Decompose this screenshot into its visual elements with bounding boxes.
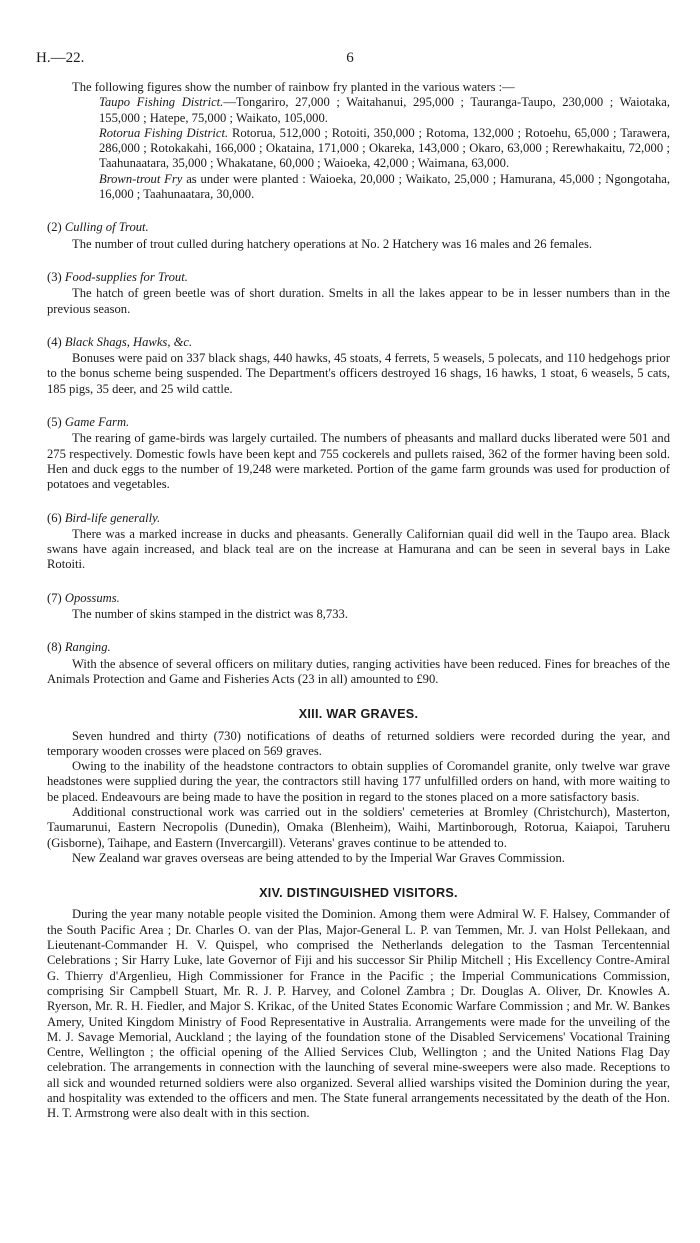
section-opossums: [47, 591, 670, 623]
section-heading: [47, 335, 670, 350]
district-taupo: [99, 95, 670, 126]
section-culling: [47, 220, 670, 252]
war-graves-paragraph: New Zealand war graves overseas are being attended to by the Imperial War Graves Commission.: [72, 850, 565, 865]
section-heading: [47, 270, 670, 285]
section-heading: [47, 511, 670, 526]
intro-paragraph: The following figures show the number of rainbow fry planted in the various waters :—: [72, 80, 515, 94]
section-ranging: [47, 640, 670, 687]
war-graves-paragraph: Seven hundred and thirty (730) notifications of deaths of returned soldiers were recorded during the year, and temporary wooden crosses were placed on 569 graves.: [47, 728, 670, 758]
war-graves-heading: XIII. WAR GRAVES.: [298, 707, 419, 722]
section-text: With the absence of several officers on military duties, ranging activities have been reduced. Fines for breaches of the Animals Protection and Game and Fisheries Acts (23 in all) amounted to £90.: [47, 656, 670, 686]
section-heading: [47, 591, 670, 606]
section-food-supplies: [47, 270, 670, 317]
section-title: Food-supplies for Trout.: [64, 269, 188, 284]
district-rotorua: [99, 126, 670, 172]
section-text: Bonuses were paid on 337 black shags, 440 hawks, 45 stoats, 4 ferrets, 5 weasels, 5 polecats, and 110 hedgehogs prior to the bonus scheme being suspended. The Department's officers destroyed 16 shags, 16 hawks, 1 stoat, 6 weasels, 5 cats, 185 pigs, 35 deer, and 25 wild cattle.: [47, 351, 670, 396]
visitors-paragraph: During the year many notable people visited the Dominion. Among them were Admiral W. F. Halsey, Commander of the South Pacific Area ; Dr. Charles O. van der Plas, Major-General L. P. van Temmen, Mr. J. van Holst Pellekaan, and Lieutenant-Commander H. V. Quispel, who comprised the Netherlands delegation to the Tasman Tercentennial Celebrations ; Sir Harry Luke, late Governor of Fiji and his successor Sir Philip Mitchell ; His Excellency Contre-Amiral G. Thierry d'Argenlieu, High Commissioner for France in the Pacific ; the Imperial Communications Commission, comprising Sir Campbell Stuart, Mr. R. J. P. Harvey, and Colonel Zambra ; Dr. Douglas A. Oliver, Dr. Knowles A. Ryerson, Mr. R. H. Fiedler, and Major S. Krikac, of the United States Economic Warfare Commission ; and Mr. W. Bankes Amery, United Kingdom Ministry of Food Representative in Australia. Arrangements were made for the unveiling of the M. J. Savage Memorial, Auckland ; the laying of the foundation stone of the Disabled Servicemens' Vocational Training Centre, Wellington ; the official opening of the Allied Services Club, Wellington ; and the United Nations Flag Day celebration. The arrangements in connection with the launching of several mine-sweepers were also made. Receptions to all sick and wounded returned soldiers were also organized. Several allied warships visited the Dominion during the year, and hospitality was extended to the officers and men. The State funeral arrangements necessitated by the death of the Hon. H. T. Armstrong were also dealt with in this section.: [47, 907, 670, 1121]
district-name: Taupo Fishing District.: [99, 95, 224, 110]
section-title: Culling of Trout.: [64, 220, 149, 235]
district-name: Brown-trout Fry: [99, 171, 183, 186]
section-title: Opossums.: [64, 590, 120, 605]
section-heading: [47, 415, 670, 430]
section-number: (2): [47, 220, 62, 235]
war-graves-paragraph: Owing to the inability of the headstone contractors to obtain supplies of Coromandel granite, only twelve war grave headstones were supplied during the year, the contractors still having 177 unfulfilled orders on hand, with more waiting to be placed. Endeavours are being made to have the position in regard to the stones placed on a more satisfactory basis.: [47, 759, 670, 804]
section-title: Bird-life generally.: [64, 510, 161, 525]
section-number: (4): [47, 334, 62, 349]
page-body: [47, 80, 670, 1122]
district-name: Rotorua Fishing District.: [99, 125, 229, 140]
section-heading: [47, 220, 670, 235]
section-title: Game Farm.: [64, 415, 130, 430]
district-text: Rotorua, 512,000 ; Rotoiti, 350,000 ; Rotoma, 132,000 ; Rotoehu, 65,000 ; Tarawera, 286,000 ; Rotokakahi, 166,000 ; Okataina, 171,000 ; Okareka, 143,000 ; Okaro, 63,000 ; Rerewhakaitu, 72,000 ; Taahunaatara, 35,000 ; Whakatane, 60,000 ; Waioeka, 42,000 ; Waimana, 63,000.: [99, 125, 670, 171]
section-heading: [47, 640, 670, 655]
section-number: (7): [47, 590, 62, 605]
section-title: Ranging.: [64, 640, 111, 655]
district-text: —Tongariro, 27,000 ; Waitahanui, 295,000 ; Tauranga-Taupo, 230,000 ; Waiotaka, 155,000 ; Hatepe, 75,000 ; Waikato, 105,000.: [99, 95, 670, 125]
section-number: (3): [47, 269, 62, 284]
section-title: Black Shags, Hawks, &c.: [64, 334, 193, 349]
section-text: The hatch of green beetle was of short duration. Smelts in all the lakes appear to be in lesser numbers than in the previous season.: [47, 286, 670, 316]
section-bird-life: [47, 511, 670, 573]
section-text: The rearing of game-birds was largely curtailed. The numbers of pheasants and mallard ducks liberated were 501 and 275 respectively. Domestic fowls have been kept and 755 cockerels and pullets raised, 362 of the former having been sold. Hen and duck eggs to the number of 19,248 were marketed. Portion of the game farm grounds was used for production of potatoes and vegetables.: [47, 431, 670, 492]
section-text: The number of skins stamped in the district was 8,733.: [72, 607, 348, 622]
document-reference: H.—22.: [36, 50, 85, 66]
section-number: (6): [47, 510, 62, 525]
section-number: (5): [47, 415, 62, 430]
section-game-farm: [47, 415, 670, 492]
district-text: as under were planted : Waioeka, 20,000 ; Waikato, 25,000 ; Hamurana, 45,000 ; Ngongotaha, 16,000 ; Taahunaatara, 30,000.: [99, 171, 670, 202]
visitors-heading: XIV. DISTINGUISHED VISITORS.: [259, 886, 458, 901]
page-number: 6: [346, 50, 354, 66]
district-brown-trout: [99, 172, 670, 203]
section-text: There was a marked increase in ducks and pheasants. Generally Californian quail did well in the Taupo area. Black swans have again increased, and black teal are on the increase at Hamurana and can be seen in several bays in Lake Rotoiti.: [47, 526, 670, 572]
section-number: (8): [47, 640, 62, 655]
section-text: The number of trout culled during hatchery operations at No. 2 Hatchery was 16 males and 26 females.: [72, 236, 593, 251]
war-graves-paragraph: Additional constructional work was carried out in the soldiers' cemeteries at Bromley (Christchurch), Masterton, Taumarunui, Eastern Necropolis (Dunedin), Omaka (Blenheim), Waihi, Martinborough, Rotorua, Kaiapoi, Taruheru (Gisborne), Taihape, and Eastern (Invercargill). Veterans' graves continue to be attended to.: [47, 804, 670, 850]
section-black-shags: [47, 335, 670, 397]
